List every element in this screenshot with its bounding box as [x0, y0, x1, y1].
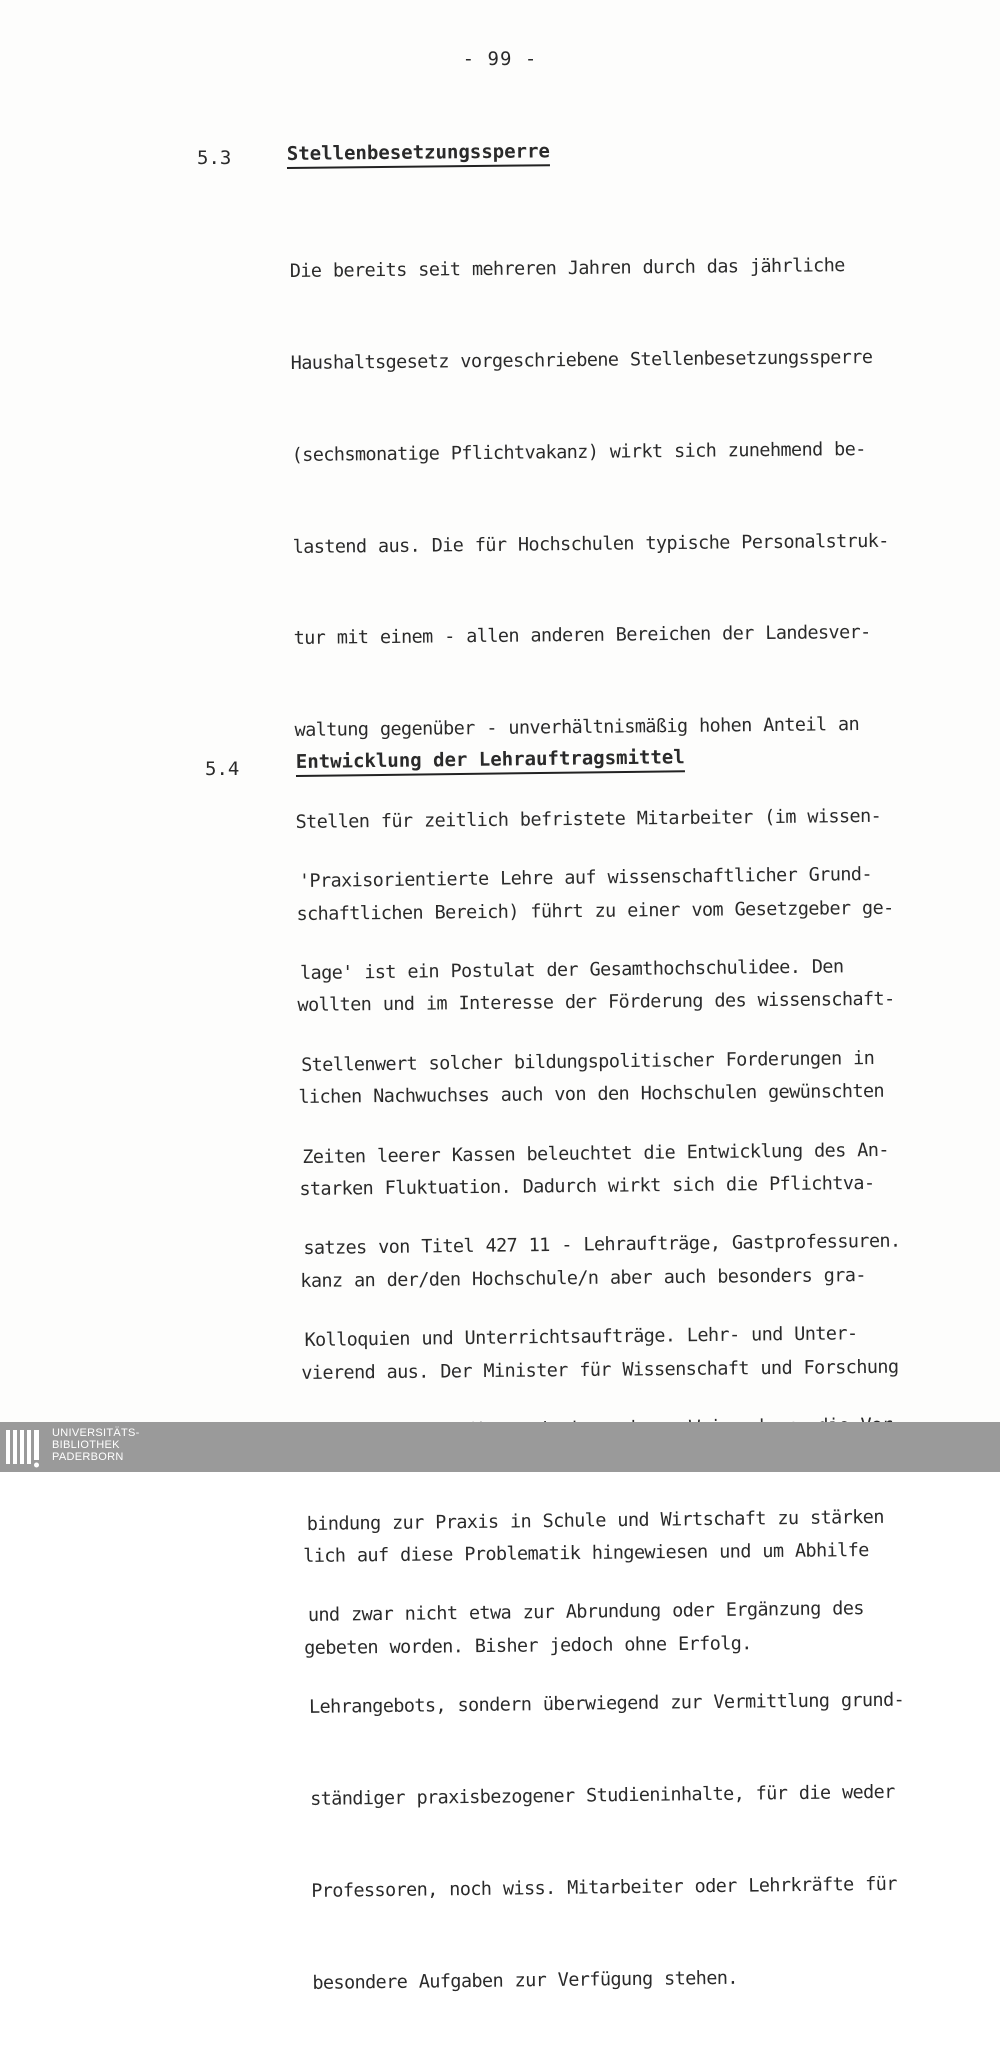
section-heading: Stellenbesetzungssperre — [287, 140, 550, 169]
text-line: lichen Nachwuchses auch von den Hochschulen gewünschten — [298, 1081, 885, 1109]
text-line: bindung zur Praxis in Schule und Wirtschaft zu stärken — [306, 1506, 884, 1535]
text-line: (sechsmonatige Pflichtvakanz) wirkt sich zunehmend be- — [291, 438, 866, 466]
text-line: starken Fluktuation. Dadurch wirkt sich die Pflichtva- — [299, 1172, 875, 1200]
text-line: tur mit einem - allen anderen Bereichen der Landesver- — [293, 622, 871, 650]
text-line: Lehrangebots, sondern überwiegend zur Vermittlung grund- — [308, 1689, 905, 1719]
text-line: wollten und im Interesse der Förderung des wissenschaft- — [297, 989, 895, 1017]
text-line: lastend aus. Die für Hochschulen typische Personalstruk- — [292, 530, 889, 558]
logo-line: PADERBORN — [52, 1451, 124, 1463]
text-line: Stellenwert solcher bildungspolitischer Forderungen in — [301, 1047, 875, 1076]
library-logo-text — [52, 1427, 140, 1463]
text-line: satzes von Titel 427 11 - Lehraufträge, Gastprofessuren. — [303, 1230, 901, 1260]
text-line: und zwar nicht etwa zur Abrundung oder Ergänzung des — [307, 1598, 864, 1627]
text-line: Haushaltsgesetz vorgeschriebene Stellenbesetzungssperre — [290, 346, 873, 374]
text-line: kanz an der/den Hochschule/n aber auch besonders gra- — [300, 1264, 866, 1292]
text-line: 'Praxisorientierte Lehre auf wissenschaftlicher Grund- — [298, 864, 873, 893]
text-line: schaftlichen Bereich) führt zu einer vom Gesetzgeber ge- — [296, 897, 894, 925]
text-line: vierend aus. Der Minister für Wissenschaft und Forschung — [301, 1356, 899, 1384]
logo-line: UNIVERSITÄTS- — [52, 1427, 140, 1439]
section-number: 5.4 — [205, 758, 240, 780]
text-line: waltung gegenüber - unverhältnismäßig hohen Anteil an — [294, 714, 860, 742]
text-line: Die bereits seit mehreren Jahren durch das jährliche — [289, 255, 845, 283]
text-line: lage' ist ein Postulat der Gesamthochschulidee. Den — [299, 956, 844, 984]
text-line: Zeiten leerer Kassen beleuchtet die Entwicklung des An- — [302, 1139, 889, 1168]
library-footer — [0, 1422, 1000, 1472]
text-line: gebeten worden. Bisher jedoch ohne Erfolg. — [304, 1633, 752, 1659]
section-heading: Entwicklung der Lehrauftragsmittel — [296, 746, 685, 777]
text-line: Kolloquien und Unterrichtsaufträge. Lehr- und Unter- — [304, 1323, 858, 1352]
page-number: - 99 - — [462, 48, 538, 70]
logo-line: BIBLIOTHEK — [52, 1439, 120, 1451]
text-line: Professoren, noch wiss. Mitarbeiter oder Lehrkräfte für — [311, 1873, 897, 1902]
library-logo-icon — [4, 1428, 44, 1468]
text-line: Stellen für zeitlich befristete Mitarbeiter (im wissen- — [295, 805, 882, 833]
text-line: besondere Aufgaben zur Verfügung stehen. — [312, 1967, 739, 1994]
section-number: 5.3 — [197, 147, 232, 169]
text-line: lich auf diese Problematik hingewiesen und um Abhilfe — [303, 1540, 869, 1568]
text-line: ständiger praxisbezogener Studieninhalte, für die weder — [310, 1781, 895, 1810]
